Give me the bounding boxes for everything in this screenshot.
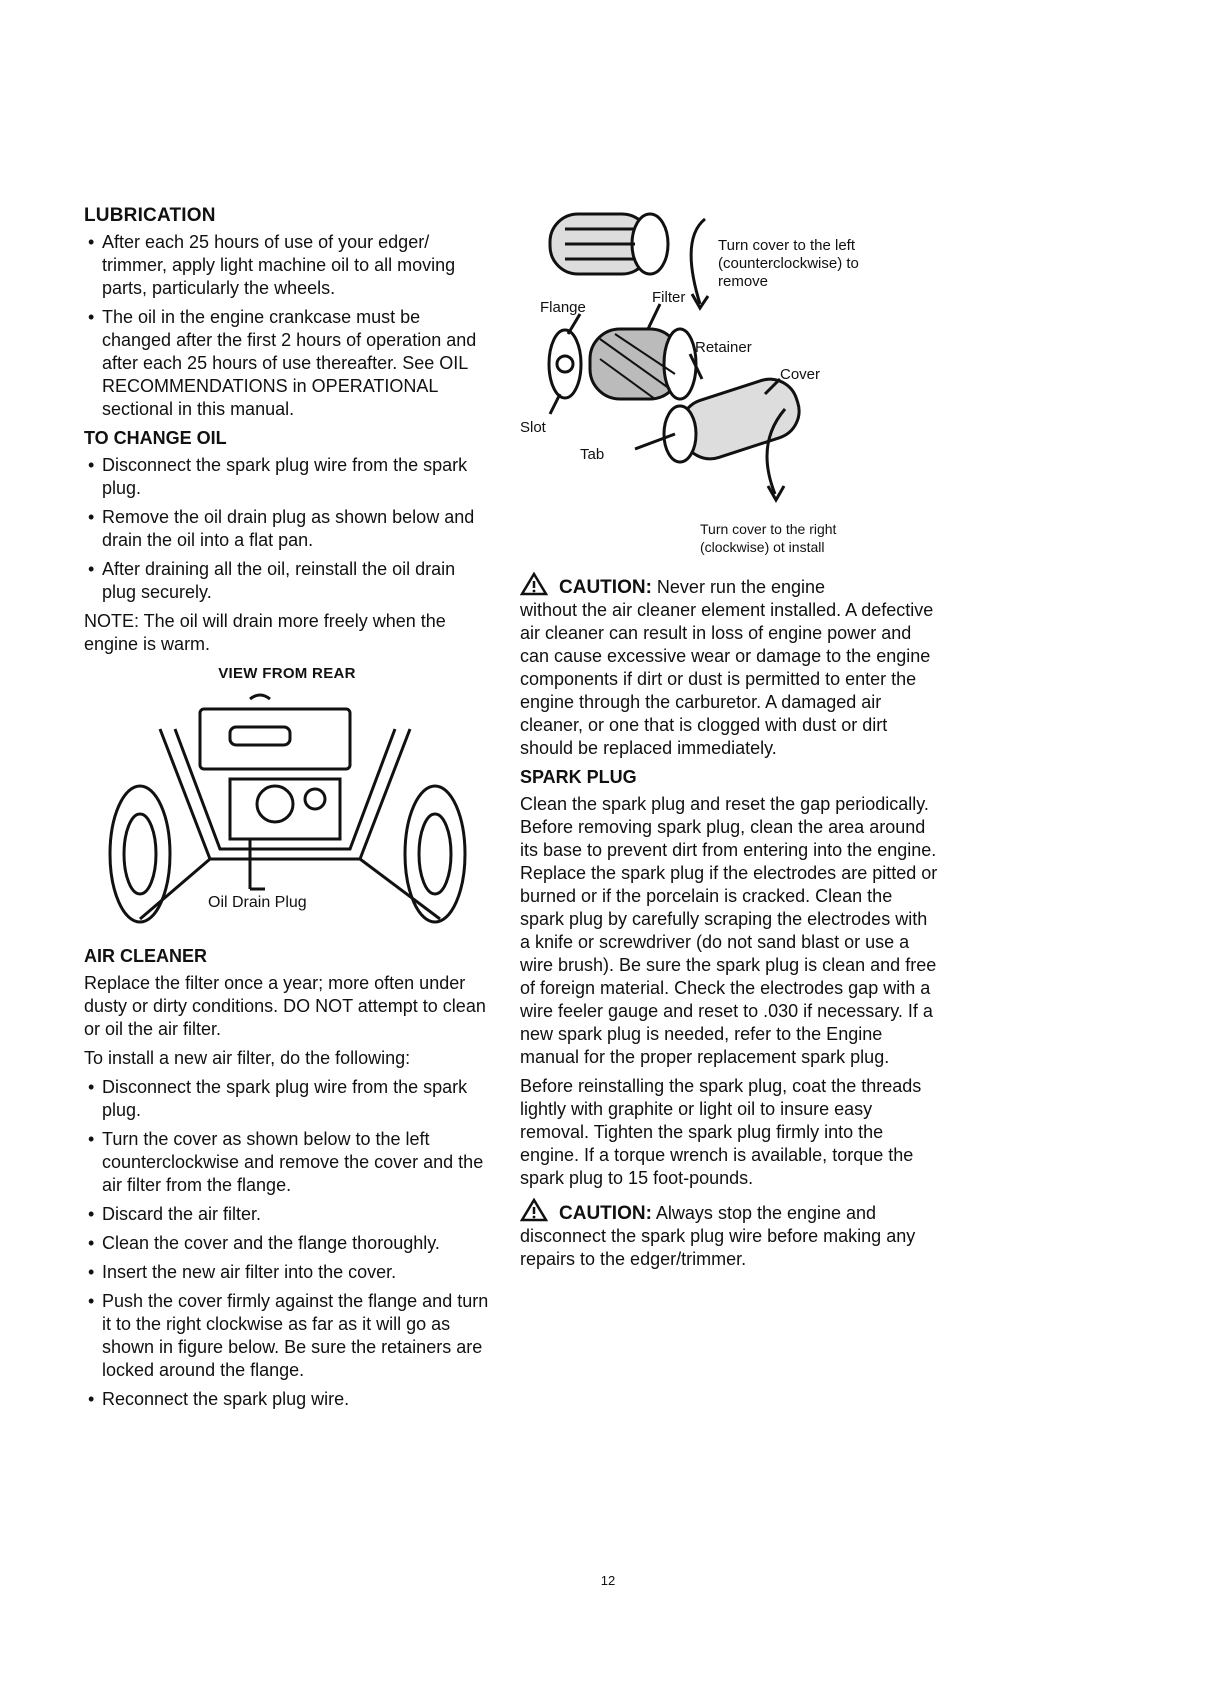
air-cleaner-heading: AIR CLEANER	[84, 946, 208, 966]
rear-view-caption: VIEW FROM REAR	[218, 665, 356, 682]
warning-triangle-icon	[520, 1198, 548, 1222]
spark-plug-paragraph-1: Clean the spark plug and reset the gap periodically. Before removing spark plug, clean the area around its base to prevent dirt from entering into the engine. Replace the spark plug if the electrodes are pitted or burned or if the porcelain is cracked. Clean the spark plug by carefully scraping the electrodes with a knife or screwdriver (do not sand blast or use a wire brush). Be sure the spark plug is clean and free of foreign material. Check the electrodes gap with a wire feeler gauge and reset to .030 if necessary. If a new spark plug is needed, refer to the Engine manual for the proper replacement spark plug.	[520, 794, 938, 1067]
caution-air-cleaner	[520, 572, 940, 760]
air-cleaner-intro: Replace the filter once a year; more often under dusty or dirty conditions. DO NOT attempt to clean or oil the air filter.	[84, 973, 486, 1039]
list-item: • Push the cover firmly against the flange and turn it to the right clockwise as far as it will go as shown in figure below. Be sure the retainers are locked around the flange.	[84, 1290, 490, 1382]
filter-label: Filter	[652, 289, 686, 306]
list-item: • Disconnect the spark plug wire from the spark plug.	[84, 454, 490, 500]
right-column	[520, 204, 940, 1271]
change-oil-heading: TO CHANGE OIL	[84, 428, 227, 448]
caution-label: CAUTION:	[559, 1203, 652, 1224]
remove-note-line	[718, 237, 859, 290]
list-item: • Reconnect the spark plug wire.	[84, 1388, 490, 1411]
list-item: • After each 25 hours of use of your edger/ trimmer, apply light machine oil to all moving parts, particularly the wheels.	[84, 231, 490, 300]
cover-label: Cover	[780, 366, 821, 383]
tab-label: Tab	[580, 446, 605, 463]
lubrication-heading: LUBRICATION	[84, 205, 216, 226]
warning-triangle-icon	[520, 572, 548, 596]
caution-label: CAUTION:	[559, 577, 652, 598]
air-filter-illustration	[520, 194, 940, 564]
lubrication-list	[84, 231, 490, 421]
air-cleaner-list	[84, 1076, 490, 1411]
air-cleaner-lead: To install a new air filter, do the following:	[84, 1048, 411, 1068]
slot-label: Slot	[520, 419, 546, 436]
list-item: • The oil in the engine crankcase must be changed after the first 2 hours of operation and after each 25 hours of use thereafter. See OIL RECOMMENDATIONS in OPERATIONAL sectional in this manual.	[84, 306, 490, 421]
remove-note: Turn cover to the left (counterclockwise) to remove	[718, 237, 859, 290]
caution-lead: Never run the engine	[656, 577, 826, 597]
list-item: • Turn the cover as shown below to the left counterclockwise and remove the cover and the air filter from the flange.	[84, 1128, 490, 1197]
install-note: Turn cover to the right (clockwise) ot install	[700, 521, 837, 555]
caution-repairs	[520, 1198, 940, 1271]
edger-rear-illustration	[100, 689, 480, 939]
list-item: • Insert the new air filter into the cover.	[84, 1261, 490, 1284]
list-item: • After draining all the oil, reinstall the oil drain plug securely.	[84, 558, 490, 604]
oil-note: NOTE: The oil will drain more freely when the engine is warm.	[84, 611, 446, 654]
caution-body: without the air cleaner element installed. A defective air cleaner can result in loss of engine power and can cause excessive wear or damage to the engine components if dirt or dust is permitted to enter the engine through the carburetor. A damaged air cleaner, or one that is clogged with dust or dirt should be replaced immediately.	[520, 600, 934, 758]
rear-view-figure	[100, 689, 480, 939]
spark-plug-heading: SPARK PLUG	[520, 767, 637, 787]
list-item: • Discard the air filter.	[84, 1203, 490, 1226]
spark-plug-paragraph-2: Before reinstalling the spark plug, coat the threads lightly with graphite or light oil to insure easy removal. Tighten the spark plug firmly into the engine. If a torque wrench is available, torque the spark plug to 15 foot-pounds.	[520, 1076, 922, 1188]
air-filter-figure	[520, 194, 940, 564]
oil-drain-plug-label: Oil Drain Plug	[208, 894, 307, 911]
caution-body: Always stop the engine and disconnect the spark plug wire before making any repairs to the edger/trimmer.	[520, 1203, 916, 1269]
change-oil-list	[84, 454, 490, 604]
list-item: • Clean the cover and the flange thoroughly.	[84, 1232, 490, 1255]
page-number: 12	[600, 1573, 616, 1588]
list-item: • Disconnect the spark plug wire from the spark plug.	[84, 1076, 490, 1122]
left-column	[84, 204, 490, 1417]
flange-label: Flange	[540, 299, 586, 316]
retainer-label: Retainer	[695, 339, 752, 356]
list-item: • Remove the oil drain plug as shown below and drain the oil into a flat pan.	[84, 506, 490, 552]
